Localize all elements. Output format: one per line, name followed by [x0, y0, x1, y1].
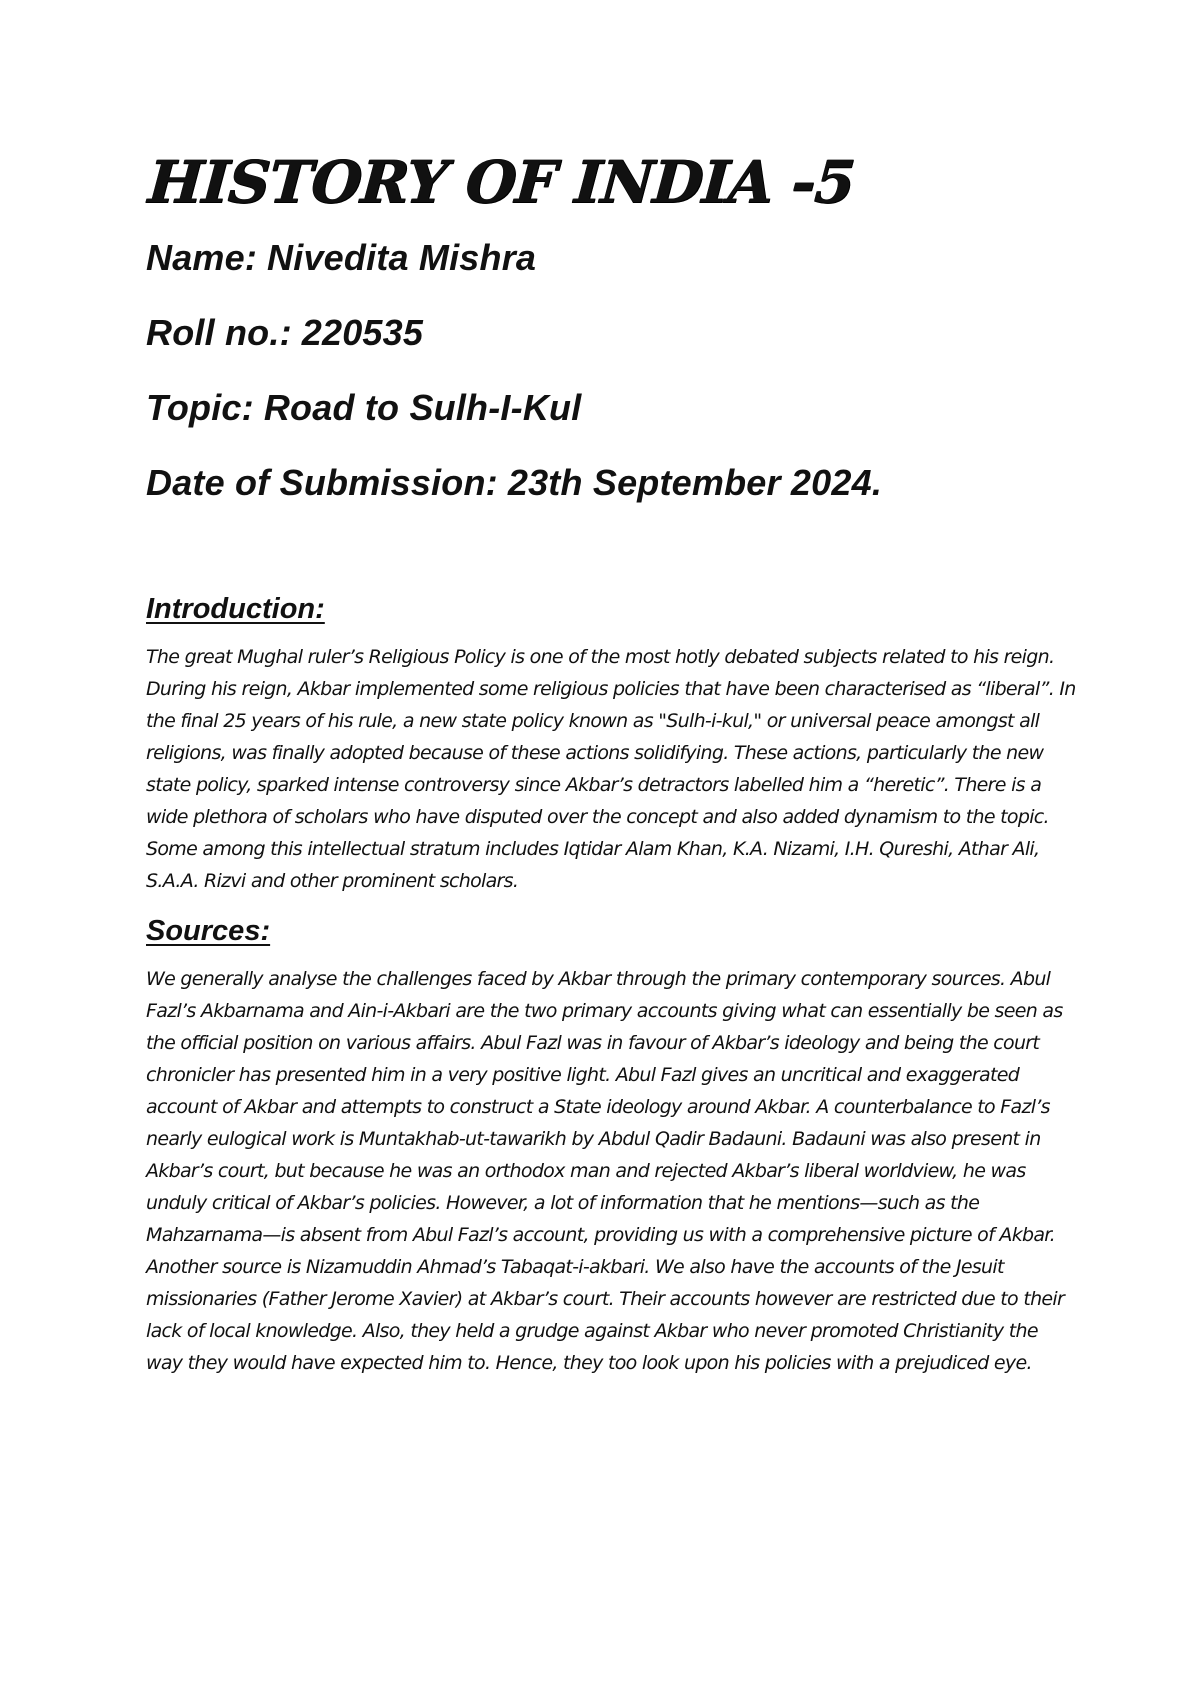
document-title: HISTORY OF INDIA -5 — [145, 148, 857, 216]
submission-date-value: 23th September 2024. — [507, 462, 883, 503]
name-label: Name: — [146, 237, 258, 278]
page-content — [146, 150, 1076, 1379]
roll-line — [146, 311, 1076, 355]
sources-paragraph: We generally analyse the challenges faced by Akbar through the primary contemporary sources. Abul Fazl’s Akbarnama and Ain-i-Akbari are the two primary accounts giving what can essentially be seen as the official position on various affairs. Abul Fazl was in favour of Akbar’s ideology and being the court chronicler has presented him in a very positive light. Abul Fazl gives an uncritical and exaggerated account of Akbar and attempts to construct a State ideology around Akbar. A counterbalance to Fazl’s nearly eulogical work is Muntakhab-ut-tawarikh by Abdul Qadir Badauni. Badauni was also present in Akbar’s court, but because he was an orthodox man and rejected Akbar’s liberal worldview, he was unduly critical of Akbar’s policies. However, a lot of information that he mentions—such as the Mahzarnama—is absent from Abul Fazl’s account, providing us with a comprehensive picture of Akbar. Another source is Nizamuddin Ahmad’s Tabaqat-i-akbari. We also have the accounts of the Jesuit missionaries (Father Jerome Xavier) at Akbar’s court. Their accounts however are restricted due to their lack of local knowledge. Also, they held a grudge against Akbar who never promoted Christianity the way they would have expected him to. Hence, they too look upon his policies with a prejudiced eye. — [146, 968, 1065, 1374]
introduction-paragraph: The great Mughal ruler’s Religious Policy is one of the most hotly debated subjects related to his reign. During his reign, Akbar implemented some religious policies that have been characterised as “liberal”. In the final 25 years of his rule, a new state policy known as "Sulh-i-kul," or universal peace amongst all religions, was finally adopted because of these actions solidifying. These actions, particularly the new state policy, sparked intense controversy since Akbar’s detractors labelled him a “heretic”. There is a wide plethora of scholars who have disputed over the concept and also added dynamism to the topic. Some among this intellectual stratum includes Iqtidar Alam Khan, K.A. Nizami, I.H. Qureshi, Athar Ali, S.A.A. Rizvi and other prominent scholars. — [146, 646, 1076, 892]
name-value: Nivedita Mishra — [267, 237, 537, 278]
topic-line — [146, 386, 1076, 430]
topic-value: Road to Sulh-I-Kul — [263, 387, 582, 428]
submission-date-line — [146, 461, 1076, 505]
name-line — [146, 236, 1076, 280]
sources-heading: Sources: — [146, 915, 271, 947]
roll-value: 220535 — [301, 312, 424, 353]
submission-date-label: Date of Submission: — [146, 462, 498, 503]
topic-label: Topic: — [146, 387, 254, 428]
roll-label: Roll no.: — [146, 312, 292, 353]
introduction-heading: Introduction: — [146, 593, 325, 625]
